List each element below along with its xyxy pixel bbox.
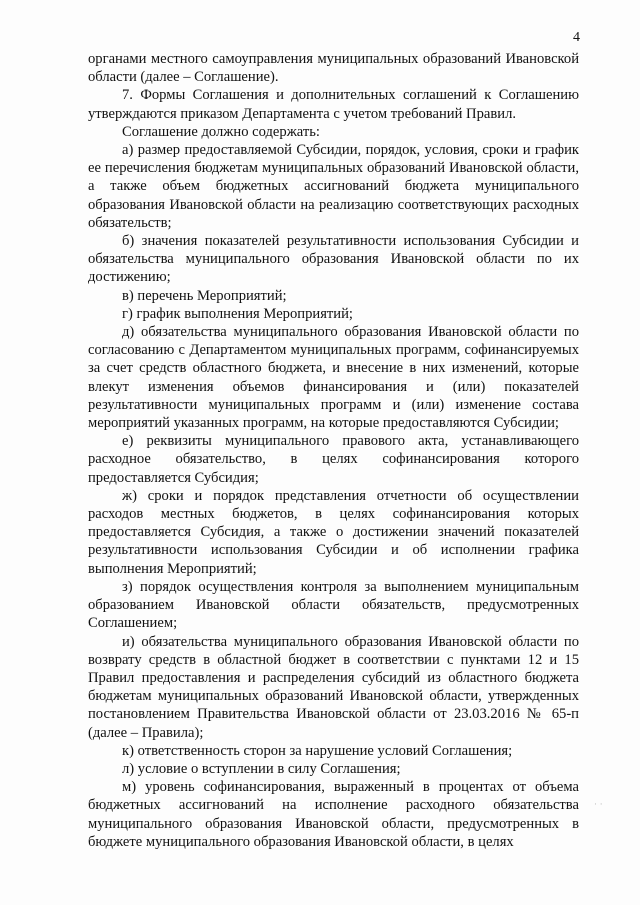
paragraph: б) значения показателей результативности использования Субсидии и обязательства муниципального образования Ивановской области по их достижению;	[88, 233, 579, 286]
paragraph: органами местного самоуправления муниципальных образований Ивановской области (далее – Соглашение).	[88, 51, 579, 86]
paragraph: ж) сроки и порядок представления отчетности об осуществлении расходов местных бюджетов, в целях софинансирования которых предоставляется Субсидия, а также о достижении значений показателей результативности использования Субсидии и об исполнении графика выполнения Мероприятий;	[88, 487, 579, 577]
paragraph: к) ответственность сторон за нарушение условий Соглашения;	[122, 742, 513, 759]
scan-artifact: · ·	[594, 800, 603, 810]
paragraph: м) уровень софинансирования, выраженный в процентах от объема бюджетных ассигнований на исполнение расходного обязательства муниципального образования Ивановской области, предусмотренных в бюджете муниципального образования Ивановской области, в целях	[88, 779, 579, 850]
page-number: 4	[573, 30, 580, 45]
paragraph: л) условие о вступлении в силу Соглашения;	[122, 760, 401, 777]
paragraph: в) перечень Мероприятий;	[122, 287, 287, 304]
paragraph: 7. Формы Соглашения и дополнительных соглашений к Соглашению утверждаются приказом Департамента с учетом требований Правил.	[88, 87, 579, 122]
document-body	[88, 50, 579, 851]
paragraph: Соглашение должно содержать:	[122, 123, 320, 140]
paragraph: а) размер предоставляемой Субсидии, порядок, условия, сроки и график ее перечисления бюджетам муниципальных образований Ивановской области, а также объем бюджетных ассигнований бюджета муниципального образования Ивановской области на реализацию соответствующих расходных обязательств;	[88, 142, 579, 231]
paragraph: д) обязательства муниципального образования Ивановской области по согласованию с Департаментом муниципальных программ, софинансируемых за счет средств областного бюджета, и внесение в них изменений, которые влекут изменения объемов финансирования и (или) показателей результативности муниципальных программ и (или) изменение состава мероприятий указанных программ, на которые предоставляются Субсидии;	[88, 324, 579, 432]
paragraph: е) реквизиты муниципального правового акта, устанавливающего расходное обязательство, в целях софинансирования которого предоставляется Субсидия;	[88, 433, 579, 486]
paragraph: и) обязательства муниципального образования Ивановской области по возврату средств в областной бюджет в соответствии с пунктами 12 и 15 Правил предоставления и распределения субсидий из областного бюджета бюджетам муниципальных образований Ивановской области, утвержденных постановлением Правительства Ивановской области от 23.03.2016 № 65-п (далее – Правила);	[88, 633, 579, 741]
paragraph: г) график выполнения Мероприятий;	[122, 305, 353, 322]
paragraph: з) порядок осуществления контроля за выполнением муниципальным образованием Ивановской области обязательств, предусмотренных Соглашением;	[88, 578, 579, 632]
